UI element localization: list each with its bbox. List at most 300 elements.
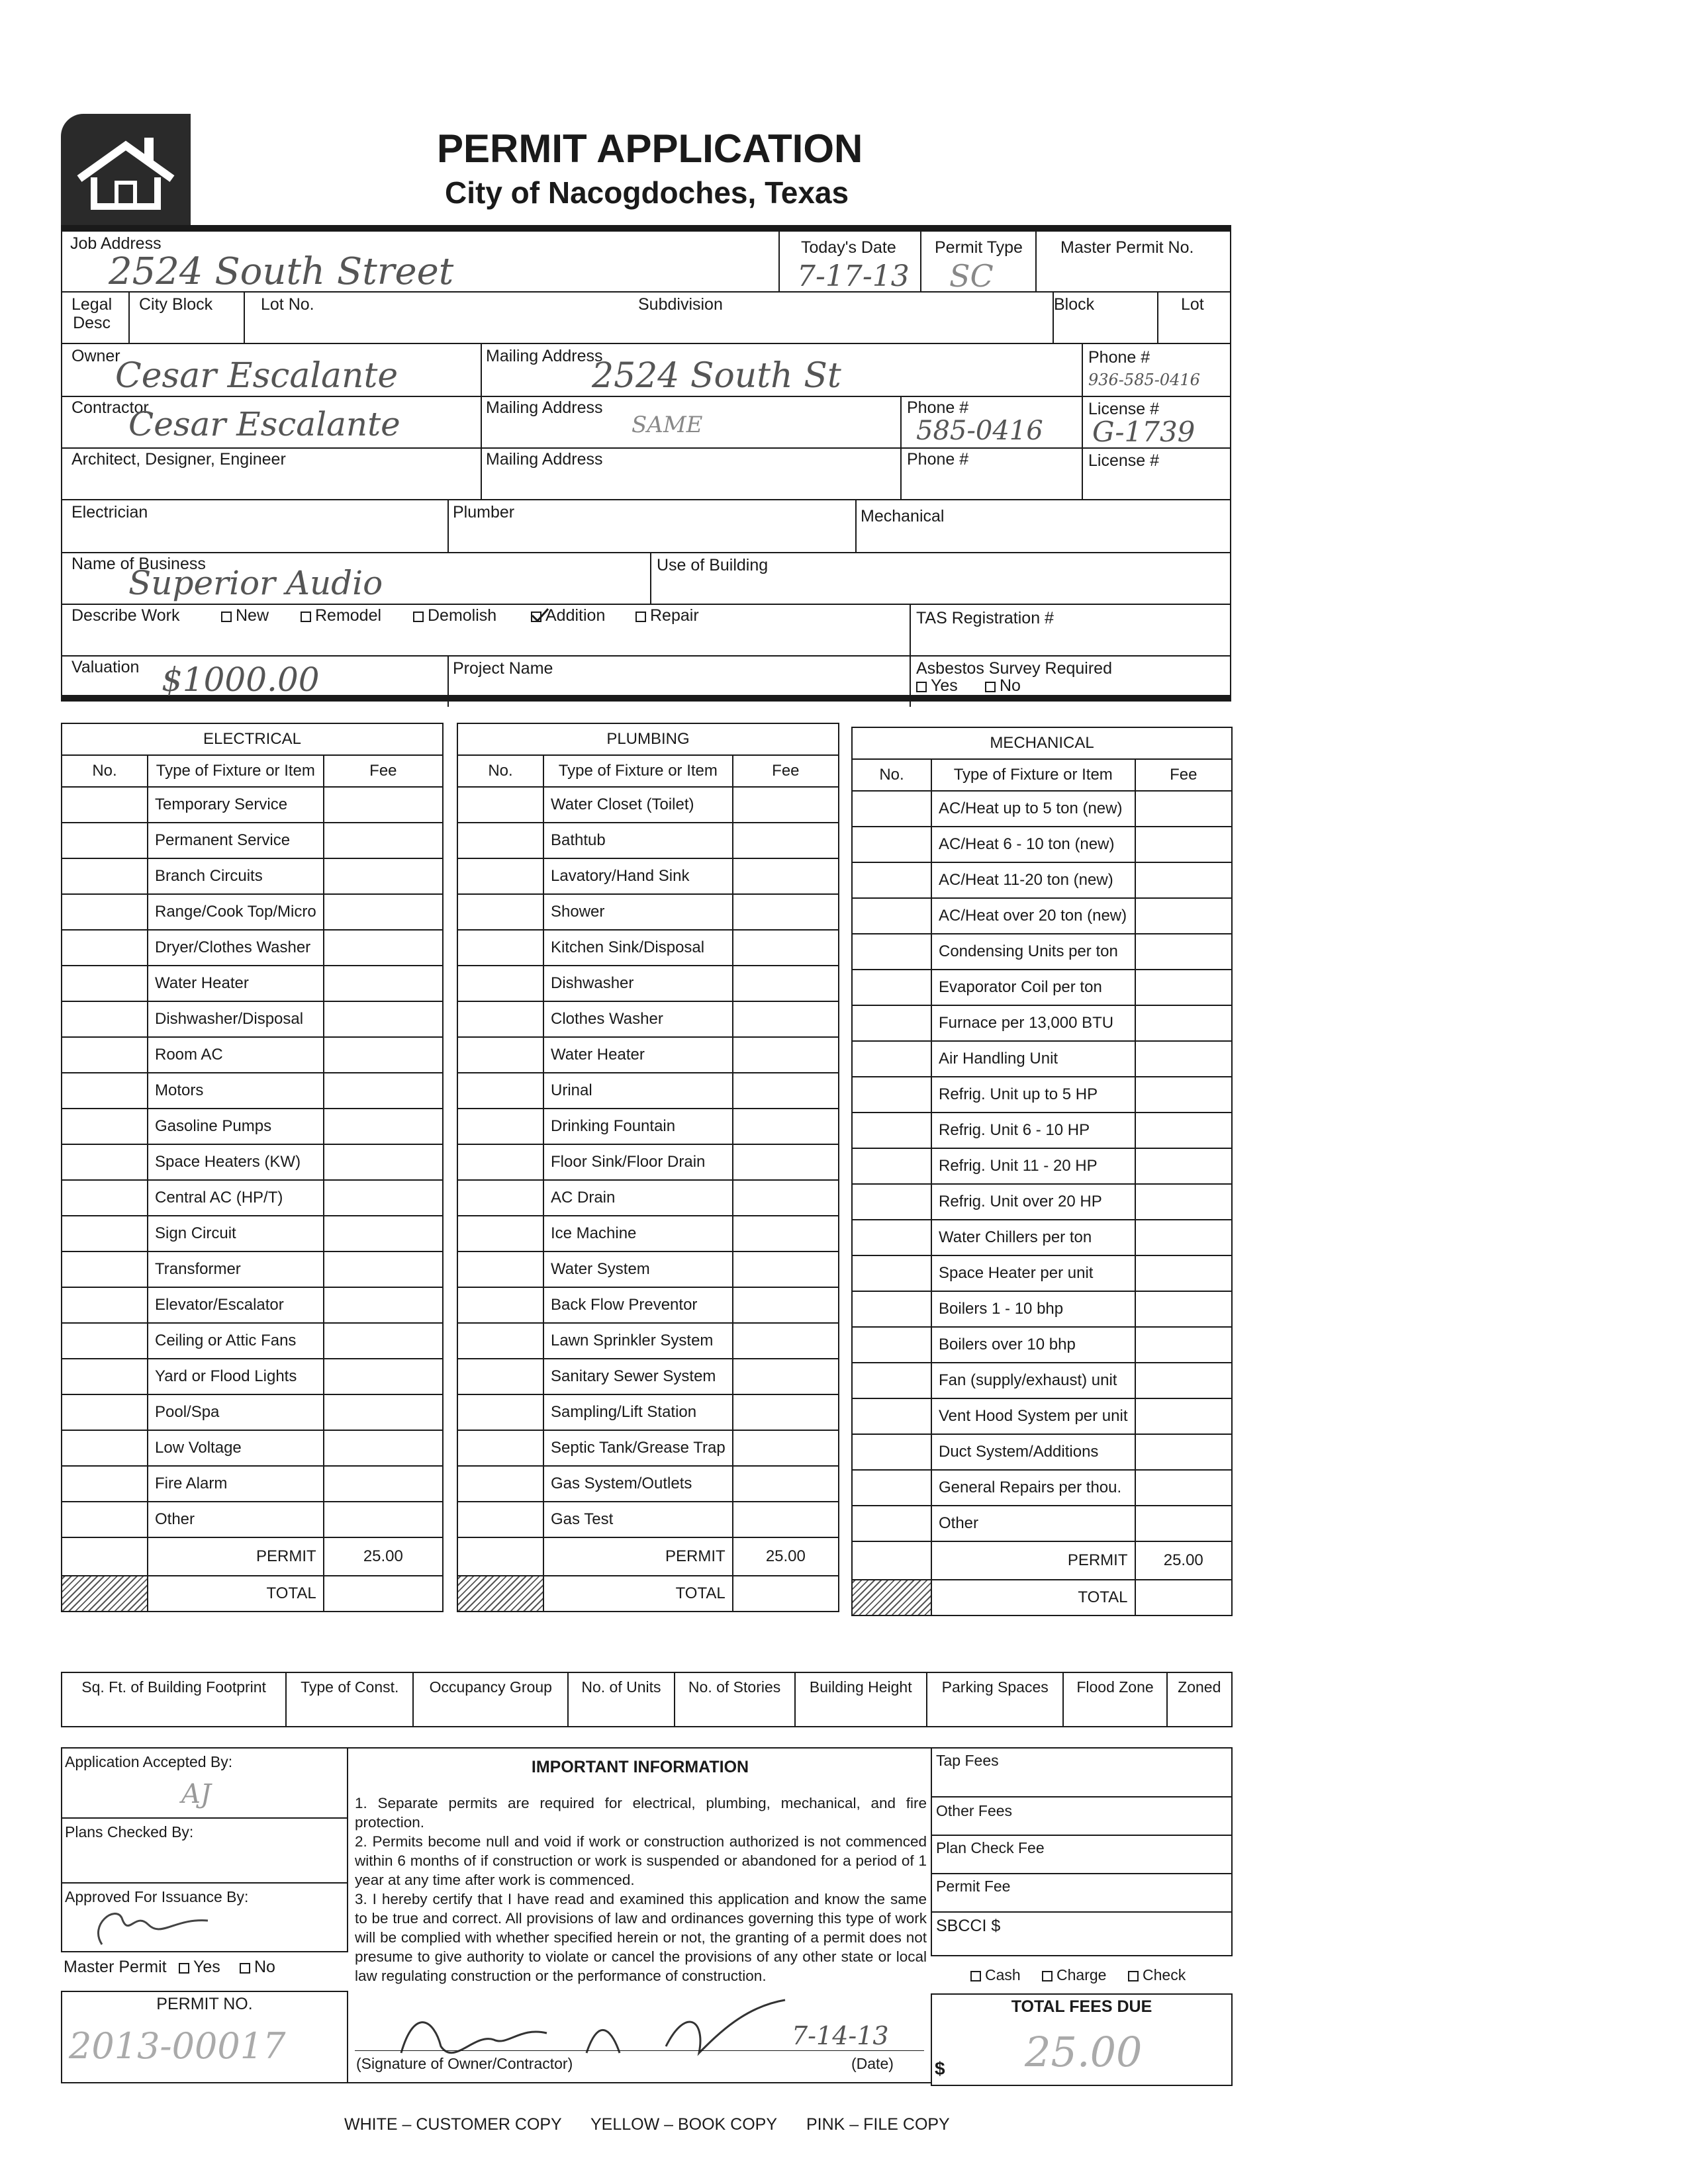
no-cell[interactable] bbox=[457, 1001, 543, 1037]
item-label: General Repairs per thou. bbox=[931, 1470, 1135, 1506]
contractor-mailing-field[interactable]: SAME bbox=[632, 412, 703, 438]
fee-cell[interactable] bbox=[1135, 1398, 1233, 1434]
no-cell[interactable] bbox=[457, 894, 543, 930]
table-row bbox=[62, 1144, 443, 1180]
fee-cell[interactable] bbox=[733, 1144, 839, 1180]
fee-cell[interactable] bbox=[324, 823, 443, 858]
no-cell[interactable] bbox=[62, 1180, 148, 1216]
no-cell[interactable] bbox=[457, 966, 543, 1001]
no-cell[interactable] bbox=[852, 862, 931, 898]
item-label: Sanitary Sewer System bbox=[543, 1359, 733, 1394]
fee-cell[interactable] bbox=[1135, 1506, 1233, 1541]
pay-charge[interactable]: Charge bbox=[1042, 1966, 1106, 1984]
col-fee: Fee bbox=[733, 755, 839, 787]
table-row bbox=[852, 862, 1232, 898]
no-cell[interactable] bbox=[457, 1073, 543, 1109]
checkbox-icon bbox=[221, 612, 232, 622]
no-cell[interactable] bbox=[62, 1037, 148, 1073]
valuation-field[interactable]: $1000.00 bbox=[162, 660, 320, 699]
business-name-field[interactable]: Superior Audio bbox=[128, 564, 383, 602]
no-cell[interactable] bbox=[457, 1430, 543, 1466]
building-info-cell[interactable]: Occupancy Group bbox=[413, 1672, 568, 1727]
info-paragraph-1: 1. Separate permits are required for electrical, plumbing, mechanical, and fire protection. bbox=[355, 1795, 927, 1831]
table-row bbox=[852, 1184, 1232, 1220]
item-label: Water Chillers per ton bbox=[931, 1220, 1135, 1255]
fee-cell[interactable] bbox=[1135, 1434, 1233, 1470]
table-row bbox=[852, 934, 1232, 970]
approved-by-label: Approved For Issuance By: bbox=[65, 1888, 249, 1905]
describe-work-repair[interactable]: Repair bbox=[635, 606, 699, 625]
describe-work-addition[interactable]: Addition bbox=[531, 606, 605, 625]
table-row bbox=[62, 858, 443, 894]
building-info-cell[interactable]: Type of Const. bbox=[286, 1672, 413, 1727]
col-type: Type of Fixture or Item bbox=[543, 755, 733, 787]
page-subtitle: City of Nacogdoches, Texas bbox=[445, 175, 849, 210]
fee-cell[interactable] bbox=[324, 1037, 443, 1073]
legal-desc-label: Legal Desc bbox=[71, 295, 113, 332]
building-info-cell[interactable]: Flood Zone bbox=[1063, 1672, 1166, 1727]
fee-cell[interactable] bbox=[324, 1394, 443, 1430]
no-cell[interactable] bbox=[852, 791, 931, 827]
no-cell[interactable] bbox=[62, 1323, 148, 1359]
item-label: Temporary Service bbox=[148, 787, 324, 823]
fee-cell[interactable] bbox=[324, 1323, 443, 1359]
footer-pink-copy: PINK – FILE COPY bbox=[806, 2115, 950, 2134]
building-info-cell[interactable]: Parking Spaces bbox=[927, 1672, 1064, 1727]
building-info-row bbox=[61, 1672, 1233, 1727]
no-cell[interactable] bbox=[62, 1109, 148, 1144]
no-cell[interactable] bbox=[457, 858, 543, 894]
no-cell[interactable] bbox=[62, 930, 148, 966]
no-cell[interactable] bbox=[852, 1327, 931, 1363]
fee-cell[interactable] bbox=[1135, 1113, 1233, 1148]
mechanical-label: Mechanical bbox=[861, 507, 945, 525]
item-label: Other bbox=[931, 1506, 1135, 1541]
item-label: Refrig. Unit over 20 HP bbox=[931, 1184, 1135, 1220]
fee-cell[interactable] bbox=[733, 858, 839, 894]
plumbing-total[interactable] bbox=[733, 1576, 839, 1612]
item-label: AC/Heat 11-20 ton (new) bbox=[931, 862, 1135, 898]
fee-cell[interactable] bbox=[324, 858, 443, 894]
fee-cell[interactable] bbox=[733, 1001, 839, 1037]
item-label: Gasoline Pumps bbox=[148, 1109, 324, 1144]
fee-cell[interactable] bbox=[733, 1251, 839, 1287]
item-label: Dryer/Clothes Washer bbox=[148, 930, 324, 966]
fee-cell[interactable] bbox=[1135, 1255, 1233, 1291]
contractor-license-field[interactable]: G-1739 bbox=[1092, 416, 1196, 448]
item-label: Air Handling Unit bbox=[931, 1041, 1135, 1077]
lot-label: Lot bbox=[1181, 295, 1204, 314]
fee-cell[interactable] bbox=[324, 894, 443, 930]
fee-cell[interactable] bbox=[324, 1502, 443, 1537]
table-row bbox=[457, 858, 839, 894]
permit-no-field[interactable]: 2013-00017 bbox=[69, 2025, 286, 2067]
no-cell[interactable] bbox=[62, 1466, 148, 1502]
no-cell[interactable] bbox=[457, 1394, 543, 1430]
fee-cell[interactable] bbox=[733, 894, 839, 930]
fee-cell[interactable] bbox=[324, 1180, 443, 1216]
fee-cell[interactable] bbox=[324, 1216, 443, 1251]
table-row bbox=[457, 1216, 839, 1251]
table-row bbox=[457, 1502, 839, 1537]
no-cell[interactable] bbox=[852, 1255, 931, 1291]
signature-date-field[interactable]: 7-14-13 bbox=[792, 2021, 889, 2050]
checkbox-icon bbox=[1042, 1971, 1053, 1981]
plumbing-permit-fee[interactable]: 25.00 bbox=[733, 1537, 839, 1576]
table-row bbox=[457, 1323, 839, 1359]
table-row bbox=[62, 1180, 443, 1216]
fee-cell[interactable] bbox=[1135, 791, 1233, 827]
no-cell[interactable] bbox=[62, 858, 148, 894]
building-info-cell[interactable]: No. of Stories bbox=[675, 1672, 795, 1727]
tas-registration-label: TAS Registration # bbox=[916, 609, 1054, 627]
accepted-by-label: Application Accepted By: bbox=[65, 1753, 233, 1770]
no-cell[interactable] bbox=[62, 1394, 148, 1430]
dollar-sign: $ bbox=[935, 2058, 945, 2079]
fee-cell[interactable] bbox=[733, 1323, 839, 1359]
item-label: Gas Test bbox=[543, 1502, 733, 1537]
no-cell[interactable] bbox=[457, 1216, 543, 1251]
item-label: Lawn Sprinkler System bbox=[543, 1323, 733, 1359]
no-cell[interactable] bbox=[62, 1251, 148, 1287]
subdivision-label: Subdivision bbox=[638, 295, 723, 314]
item-label: Central AC (HP/T) bbox=[148, 1180, 324, 1216]
no-cell[interactable] bbox=[852, 934, 931, 970]
pay-check[interactable]: Check bbox=[1128, 1966, 1186, 1984]
main-form bbox=[61, 225, 1231, 702]
fee-cell[interactable] bbox=[324, 1359, 443, 1394]
building-info-cell[interactable]: Sq. Ft. of Building Footprint bbox=[62, 1672, 286, 1727]
logo bbox=[61, 114, 191, 226]
signature-label: (Signature of Owner/Contractor) bbox=[356, 2055, 573, 2072]
footer-white-copy: WHITE – CUSTOMER COPY bbox=[344, 2115, 562, 2134]
fee-cell[interactable] bbox=[324, 1251, 443, 1287]
no-cell[interactable] bbox=[457, 1287, 543, 1323]
table-row bbox=[457, 966, 839, 1001]
fee-cell[interactable] bbox=[733, 1037, 839, 1073]
block-label: Block bbox=[1054, 295, 1095, 314]
col-no: No. bbox=[852, 759, 931, 791]
describe-work-demolish[interactable]: Demolish bbox=[413, 606, 496, 625]
master-permit-yes[interactable]: Yes bbox=[179, 1958, 220, 1976]
item-label: Septic Tank/Grease Trap bbox=[543, 1430, 733, 1466]
master-permit-no[interactable]: No bbox=[240, 1958, 275, 1976]
no-cell[interactable] bbox=[457, 787, 543, 823]
no-cell[interactable] bbox=[852, 1184, 931, 1220]
no-cell[interactable] bbox=[852, 827, 931, 862]
fee-cell[interactable] bbox=[733, 1502, 839, 1537]
table-row bbox=[852, 1077, 1232, 1113]
permit-label: PERMIT bbox=[543, 1537, 733, 1576]
fee-cell[interactable] bbox=[1135, 1148, 1233, 1184]
col-no: No. bbox=[457, 755, 543, 787]
fee-cell[interactable] bbox=[733, 966, 839, 1001]
fee-cell[interactable] bbox=[1135, 1005, 1233, 1041]
valuation-label: Valuation bbox=[71, 658, 140, 676]
table-row bbox=[62, 1394, 443, 1430]
checkbox-checked-icon bbox=[531, 612, 541, 622]
fee-cell[interactable] bbox=[1135, 1220, 1233, 1255]
no-cell[interactable] bbox=[457, 1502, 543, 1537]
electrical-total[interactable] bbox=[324, 1576, 443, 1612]
no-cell[interactable] bbox=[457, 1180, 543, 1216]
no-cell[interactable] bbox=[852, 970, 931, 1005]
lot-no-label: Lot No. bbox=[261, 295, 314, 314]
fee-cell[interactable] bbox=[324, 966, 443, 1001]
permit-no-box bbox=[61, 1991, 348, 2083]
owner-phone-field[interactable]: 936-585-0416 bbox=[1088, 371, 1200, 389]
contractor-phone-field[interactable]: 585-0416 bbox=[916, 416, 1043, 446]
hatched-cell bbox=[457, 1576, 543, 1612]
no-cell[interactable] bbox=[852, 898, 931, 934]
table-row bbox=[62, 1109, 443, 1144]
checkbox-icon bbox=[240, 1963, 250, 1974]
footer-yellow-copy: YELLOW – BOOK COPY bbox=[590, 2115, 778, 2134]
no-cell[interactable] bbox=[457, 1251, 543, 1287]
table-row bbox=[852, 1113, 1232, 1148]
use-of-building-label: Use of Building bbox=[657, 556, 769, 574]
no-cell[interactable] bbox=[62, 1144, 148, 1180]
fee-cell[interactable] bbox=[733, 930, 839, 966]
plan-check-fee-label: Plan Check Fee bbox=[936, 1839, 1045, 1856]
item-label: Water Closet (Toilet) bbox=[543, 787, 733, 823]
fee-cell[interactable] bbox=[1135, 934, 1233, 970]
asbestos-yes[interactable]: Yes bbox=[916, 676, 958, 695]
fee-cell[interactable] bbox=[324, 1287, 443, 1323]
checkbox-icon bbox=[301, 612, 311, 622]
item-label: Elevator/Escalator bbox=[148, 1287, 324, 1323]
no-cell[interactable] bbox=[852, 1398, 931, 1434]
describe-work-remodel[interactable]: Remodel bbox=[301, 606, 381, 625]
item-label: Pool/Spa bbox=[148, 1394, 324, 1430]
fee-cell[interactable] bbox=[733, 1216, 839, 1251]
item-label: Refrig. Unit up to 5 HP bbox=[931, 1077, 1135, 1113]
fee-cell[interactable] bbox=[1135, 1041, 1233, 1077]
fee-cell[interactable] bbox=[733, 787, 839, 823]
no-cell[interactable] bbox=[852, 1148, 931, 1184]
table-row bbox=[852, 1255, 1232, 1291]
item-label: Vent Hood System per unit bbox=[931, 1398, 1135, 1434]
building-info-cell[interactable]: No. of Units bbox=[568, 1672, 674, 1727]
checkbox-icon bbox=[179, 1963, 189, 1974]
item-label: Water Heater bbox=[148, 966, 324, 1001]
table-row bbox=[852, 1291, 1232, 1327]
job-address-field[interactable]: 2524 South Street bbox=[109, 250, 454, 293]
no-cell[interactable] bbox=[457, 930, 543, 966]
building-info-cell[interactable]: Zoned bbox=[1167, 1672, 1232, 1727]
plumbing-title: PLUMBING bbox=[457, 723, 839, 755]
item-label: AC Drain bbox=[543, 1180, 733, 1216]
no-cell[interactable] bbox=[852, 1041, 931, 1077]
contractor-field[interactable]: Cesar Escalante bbox=[128, 405, 400, 443]
item-label: Branch Circuits bbox=[148, 858, 324, 894]
fee-cell[interactable] bbox=[324, 1073, 443, 1109]
fee-cell[interactable] bbox=[1135, 1363, 1233, 1398]
table-row bbox=[62, 1466, 443, 1502]
owner-mailing-label: Mailing Address bbox=[486, 347, 603, 365]
pay-cash[interactable]: Cash bbox=[970, 1966, 1021, 1984]
contractor-label: Contractor bbox=[71, 398, 149, 417]
item-label: Sampling/Lift Station bbox=[543, 1394, 733, 1430]
describe-work-new[interactable]: New bbox=[221, 606, 269, 625]
no-cell[interactable] bbox=[62, 894, 148, 930]
fee-cell[interactable] bbox=[1135, 1184, 1233, 1220]
fee-cell[interactable] bbox=[733, 1466, 839, 1502]
permit-fee-label: Permit Fee bbox=[936, 1878, 1011, 1895]
no-cell[interactable] bbox=[852, 1291, 931, 1327]
item-label: Sign Circuit bbox=[148, 1216, 324, 1251]
permit-type-field[interactable]: SC bbox=[949, 258, 994, 294]
no-cell[interactable] bbox=[62, 1073, 148, 1109]
no-cell[interactable] bbox=[457, 823, 543, 858]
fee-cell[interactable] bbox=[324, 1466, 443, 1502]
no-cell[interactable] bbox=[62, 1430, 148, 1466]
fee-cell[interactable] bbox=[324, 1430, 443, 1466]
table-row bbox=[852, 1434, 1232, 1470]
item-label: Drinking Fountain bbox=[543, 1109, 733, 1144]
accepted-by-field[interactable]: AJ bbox=[181, 1779, 211, 1809]
no-cell[interactable] bbox=[62, 787, 148, 823]
fee-cell[interactable] bbox=[1135, 898, 1233, 934]
mechanical-permit-fee[interactable]: 25.00 bbox=[1135, 1541, 1233, 1580]
mechanical-total[interactable] bbox=[1135, 1580, 1233, 1615]
fee-cell[interactable] bbox=[1135, 1327, 1233, 1363]
fee-cell[interactable] bbox=[733, 823, 839, 858]
info-text bbox=[355, 1794, 927, 1985]
building-info-cell[interactable]: Building Height bbox=[795, 1672, 927, 1727]
page-title: PERMIT APPLICATION bbox=[437, 126, 863, 171]
asbestos-no[interactable]: No bbox=[985, 676, 1021, 695]
item-label: Duct System/Additions bbox=[931, 1434, 1135, 1470]
item-label: Lavatory/Hand Sink bbox=[543, 858, 733, 894]
table-row bbox=[457, 787, 839, 823]
table-row bbox=[852, 1470, 1232, 1506]
no-cell[interactable] bbox=[457, 1323, 543, 1359]
item-label: Fan (supply/exhaust) unit bbox=[931, 1363, 1135, 1398]
fee-cell[interactable] bbox=[1135, 1291, 1233, 1327]
owner-field[interactable]: Cesar Escalante bbox=[115, 356, 399, 396]
col-type: Type of Fixture or Item bbox=[931, 759, 1135, 791]
no-cell[interactable] bbox=[457, 1109, 543, 1144]
no-cell[interactable] bbox=[852, 1220, 931, 1255]
fee-cell[interactable] bbox=[1135, 1077, 1233, 1113]
fee-cell[interactable] bbox=[733, 1359, 839, 1394]
no-cell[interactable] bbox=[852, 1077, 931, 1113]
item-label: Kitchen Sink/Disposal bbox=[543, 930, 733, 966]
no-cell[interactable] bbox=[62, 823, 148, 858]
hatched-cell bbox=[852, 1580, 931, 1615]
checkbox-icon bbox=[1128, 1971, 1139, 1981]
sbcci-label: SBCCI $ bbox=[936, 1917, 1001, 1935]
fee-cell[interactable] bbox=[733, 1073, 839, 1109]
plans-checked-label: Plans Checked By: bbox=[65, 1823, 194, 1841]
table-row bbox=[62, 1287, 443, 1323]
no-cell[interactable] bbox=[852, 1113, 931, 1148]
fee-cell[interactable] bbox=[1135, 827, 1233, 862]
info-paragraph-3: 3. I hereby certify that I have read and examined this application and know the same to be true and correct. All provisions of law and ordinances governing this type of work will be complied with whether specified herein or not, the granting of a permit does not presume to give authority to violate or cancel the provisions of any other state or local law regulating construction or the performance of construction. bbox=[355, 1891, 927, 1984]
item-label: Boilers over 10 bhp bbox=[931, 1327, 1135, 1363]
table-row bbox=[62, 966, 443, 1001]
table-row bbox=[852, 791, 1232, 827]
item-label: Urinal bbox=[543, 1073, 733, 1109]
table-row bbox=[62, 1073, 443, 1109]
table-row bbox=[852, 1148, 1232, 1184]
fee-cell[interactable] bbox=[1135, 862, 1233, 898]
fee-cell[interactable] bbox=[324, 1144, 443, 1180]
architect-license-label: License # bbox=[1088, 451, 1160, 470]
item-label: Transformer bbox=[148, 1251, 324, 1287]
fee-cell[interactable] bbox=[324, 1109, 443, 1144]
no-cell[interactable] bbox=[457, 1466, 543, 1502]
table-row bbox=[852, 1398, 1232, 1434]
fee-cell[interactable] bbox=[733, 1109, 839, 1144]
table-row bbox=[457, 930, 839, 966]
table-row bbox=[62, 1037, 443, 1073]
owner-mailing-field[interactable]: 2524 South St bbox=[592, 356, 841, 396]
no-cell[interactable] bbox=[62, 1502, 148, 1537]
fee-cell[interactable] bbox=[1135, 970, 1233, 1005]
table-row bbox=[62, 823, 443, 858]
no-cell[interactable] bbox=[62, 1359, 148, 1394]
plumbing-table bbox=[457, 723, 839, 1612]
table-row bbox=[852, 1005, 1232, 1041]
no-cell[interactable] bbox=[852, 1506, 931, 1541]
job-address-label: Job Address bbox=[70, 234, 162, 253]
no-cell[interactable] bbox=[852, 1434, 931, 1470]
fee-cell[interactable] bbox=[1135, 1470, 1233, 1506]
fee-cell[interactable] bbox=[324, 787, 443, 823]
no-cell[interactable] bbox=[852, 1363, 931, 1398]
item-label: Evaporator Coil per ton bbox=[931, 970, 1135, 1005]
todays-date-field[interactable]: 7-17-13 bbox=[797, 259, 910, 293]
fee-cell[interactable] bbox=[324, 930, 443, 966]
item-label: Ceiling or Attic Fans bbox=[148, 1323, 324, 1359]
no-cell[interactable] bbox=[62, 1216, 148, 1251]
item-label: Clothes Washer bbox=[543, 1001, 733, 1037]
electrical-permit-fee[interactable]: 25.00 bbox=[324, 1537, 443, 1576]
architect-mailing-label: Mailing Address bbox=[486, 450, 603, 469]
tap-fees-label: Tap Fees bbox=[936, 1752, 999, 1769]
mechanical-table bbox=[851, 727, 1233, 1616]
other-fees-label: Other Fees bbox=[936, 1802, 1013, 1819]
item-label: Furnace per 13,000 BTU bbox=[931, 1005, 1135, 1041]
col-fee: Fee bbox=[324, 755, 443, 787]
fee-cell[interactable] bbox=[324, 1001, 443, 1037]
no-cell[interactable] bbox=[457, 1037, 543, 1073]
total-fees-field[interactable]: 25.00 bbox=[1025, 2028, 1143, 2076]
fee-cell[interactable] bbox=[733, 1287, 839, 1323]
table-row bbox=[457, 1430, 839, 1466]
fee-cell[interactable] bbox=[733, 1180, 839, 1216]
item-label: AC/Heat over 20 ton (new) bbox=[931, 898, 1135, 934]
fee-cell[interactable] bbox=[733, 1430, 839, 1466]
hatched-cell bbox=[62, 1576, 148, 1612]
table-row bbox=[852, 898, 1232, 934]
asbestos-label: Asbestos Survey Required bbox=[916, 659, 1112, 678]
no-cell[interactable] bbox=[62, 1001, 148, 1037]
no-cell[interactable] bbox=[457, 1359, 543, 1394]
item-label: Gas System/Outlets bbox=[543, 1466, 733, 1502]
no-cell[interactable] bbox=[62, 1287, 148, 1323]
table-row bbox=[457, 1037, 839, 1073]
checkbox-icon bbox=[413, 612, 424, 622]
no-cell[interactable] bbox=[62, 966, 148, 1001]
fee-cell[interactable] bbox=[733, 1394, 839, 1430]
no-cell[interactable] bbox=[852, 1470, 931, 1506]
no-cell[interactable] bbox=[852, 1005, 931, 1041]
table-row bbox=[62, 1216, 443, 1251]
no-cell[interactable] bbox=[457, 1144, 543, 1180]
